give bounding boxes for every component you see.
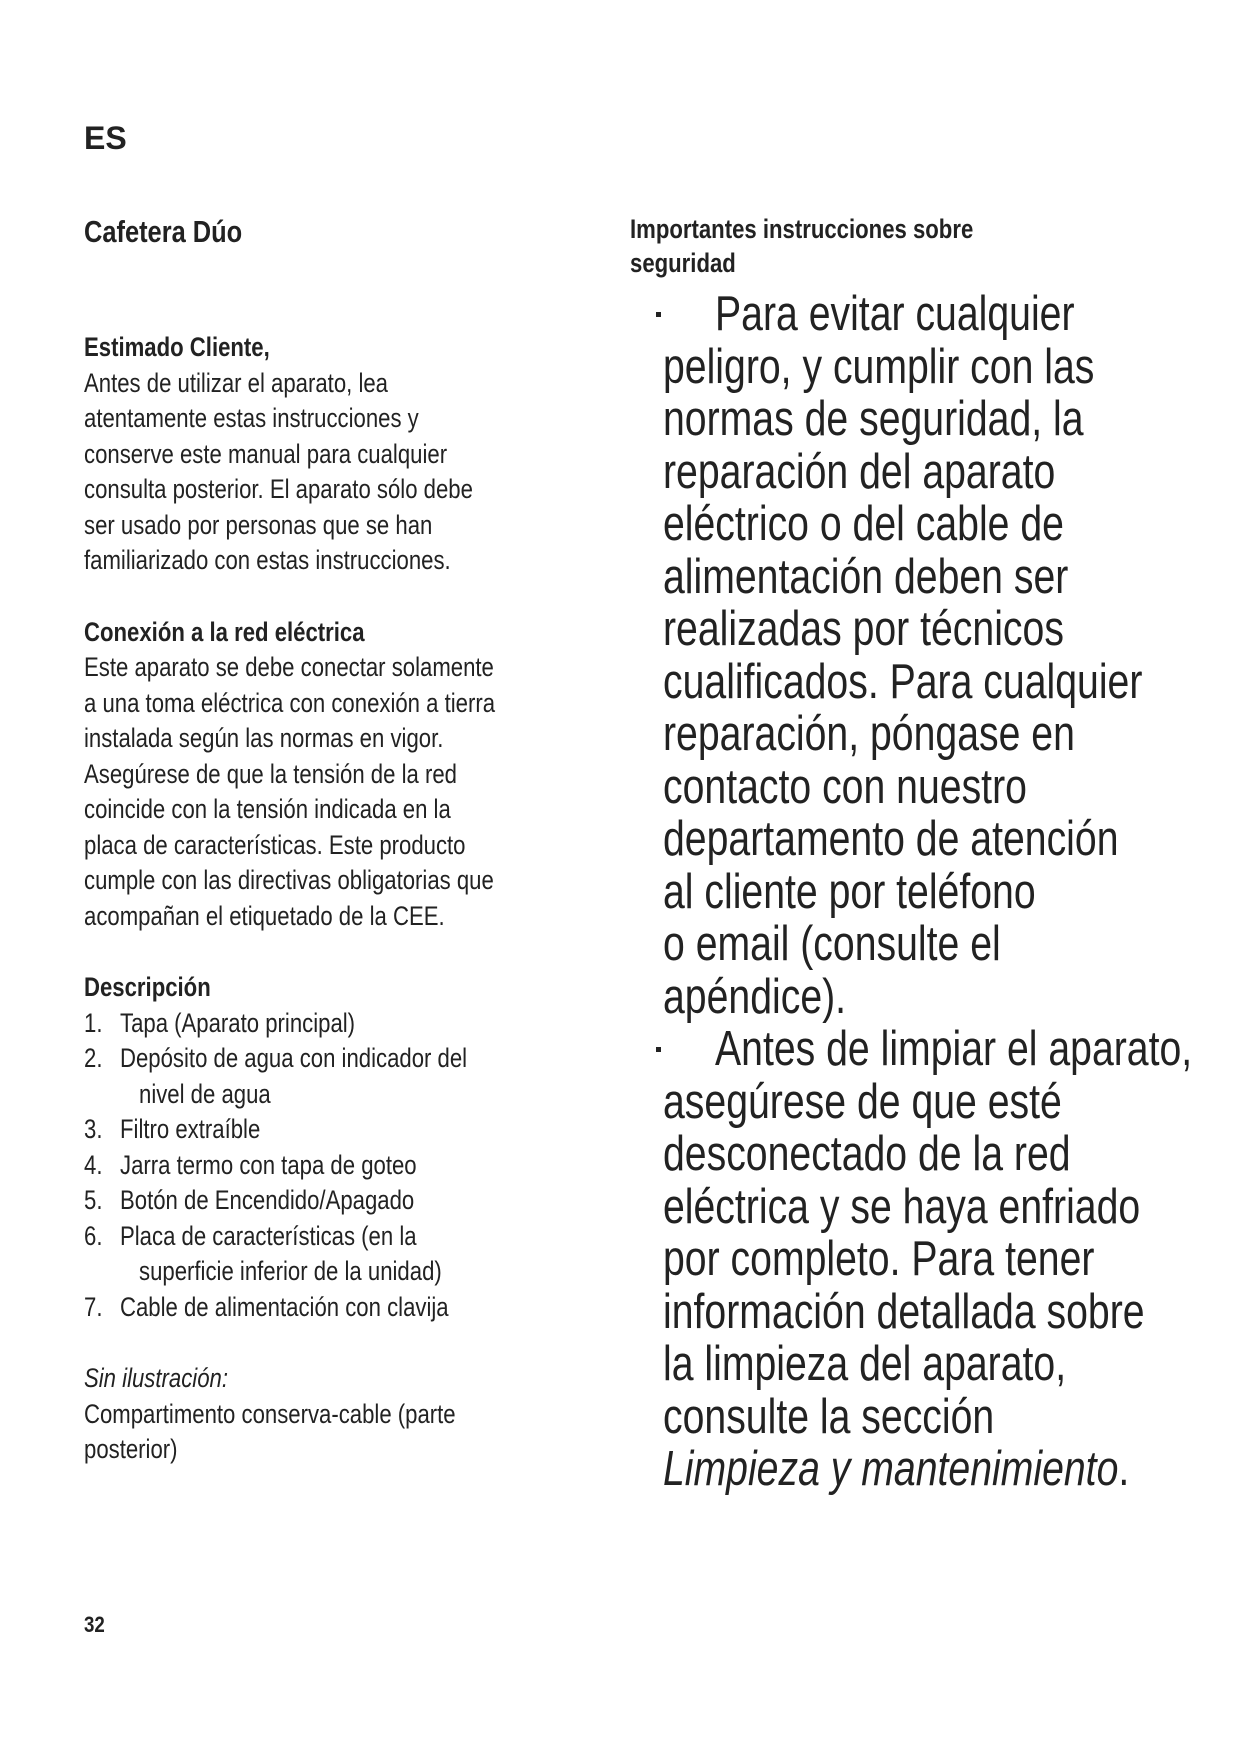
list-text: Cable de alimentación con clavija: [120, 1291, 449, 1322]
bullet-line: eléctrica y se haya enfriado: [663, 1179, 1141, 1234]
bullet-line: al cliente por teléfono: [663, 864, 1036, 919]
bullet-line: la limpieza del aparato,: [663, 1337, 1067, 1391]
section-reference: Limpieza y mantenimiento: [663, 1442, 1119, 1496]
connection-line: Asegúrese de que la tensión de la red: [84, 758, 457, 789]
list-number: 5.: [84, 1185, 103, 1215]
list-text: Jarra termo con tapa de goteo: [120, 1149, 417, 1180]
bullet-line: peligro, y cumplir con las: [663, 339, 1095, 394]
list-text-continued: superficie inferior de la unidad): [139, 1256, 442, 1286]
description-section: [84, 970, 604, 1325]
connection-line: acompañan el etiquetado de la CEE.: [84, 900, 445, 931]
bullet-first-line: Para evitar cualquier: [715, 287, 1075, 341]
list-item: [84, 1183, 604, 1219]
bullet-line: información detallada sobre: [663, 1284, 1145, 1339]
list-text: Depósito de agua con indicador del: [120, 1043, 468, 1073]
not-illustrated-section: [84, 1361, 604, 1468]
safety-heading: Importantes instrucciones sobre: [630, 214, 974, 244]
not-illustrated-line: Compartimento conserva-cable (parte: [84, 1398, 456, 1429]
bullet-line: cualificados. Para cualquier: [663, 654, 1143, 709]
list-text: Tapa (Aparato principal): [120, 1007, 356, 1038]
list-number: 1.: [84, 1007, 103, 1038]
list-item: [84, 1041, 604, 1077]
left-column: [84, 212, 604, 1468]
list-text: Botón de Encendido/Apagado: [120, 1185, 415, 1215]
not-illustrated-line: posterior): [84, 1434, 178, 1464]
bullet-line: consulte la sección: [663, 1389, 995, 1444]
greeting-heading: Estimado Cliente,: [84, 332, 270, 362]
bullet-line: eléctrico o del cable de: [663, 497, 1064, 551]
bullet-line: reparación del aparato: [663, 444, 1056, 499]
connection-section: [84, 615, 604, 935]
page-number: 32: [84, 1612, 105, 1637]
bullet-icon: [656, 312, 661, 317]
list-number: 2.: [84, 1043, 103, 1073]
greeting-line: familiarizado con estas instrucciones.: [84, 545, 451, 575]
list-number: 3.: [84, 1114, 103, 1144]
list-item: [84, 1112, 604, 1148]
bullet-line: normas de seguridad, la: [663, 392, 1084, 446]
description-heading: Descripción: [84, 972, 211, 1002]
connection-heading: Conexión a la red eléctrica: [84, 616, 365, 647]
bullet-line: contacto con nuestro: [663, 759, 1027, 814]
right-column: [630, 212, 1193, 1496]
bullet-line: departamento de atención: [663, 812, 1119, 866]
list-number: 7.: [84, 1291, 103, 1322]
greeting-line: Antes de utilizar el aparato, lea: [84, 367, 389, 398]
bullet-line: asegúrese de que esté: [663, 1074, 1062, 1129]
list-item: [84, 1006, 604, 1042]
bullet-line: apéndice).: [663, 969, 847, 1024]
sentence-period: .: [1118, 1442, 1130, 1496]
product-title: Cafetera Dúo: [84, 214, 243, 249]
greeting-line: conserve este manual para cualquier: [84, 438, 448, 469]
list-number: 6.: [84, 1220, 103, 1251]
list-item: [84, 1219, 604, 1255]
list-text-continued: nivel de agua: [139, 1078, 271, 1109]
bullet-icon: [656, 1047, 661, 1052]
greeting-section: [84, 330, 604, 579]
bullet-line: reparación, póngase en: [663, 707, 1075, 761]
list-text: Filtro extraíble: [120, 1114, 261, 1144]
greeting-line: ser usado por personas que se han: [84, 509, 433, 540]
greeting-line: atentamente estas instrucciones y: [84, 403, 419, 433]
greeting-line: consulta posterior. El aparato sólo debe: [84, 474, 473, 504]
connection-line: a una toma eléctrica con conexión a tierra: [84, 687, 496, 718]
list-item: [84, 1148, 604, 1184]
connection-line: coincide con la tensión indicada en la: [84, 794, 451, 824]
bullet-line: alimentación deben ser: [663, 549, 1069, 604]
bullet-line: realizadas por técnicos: [663, 602, 1064, 656]
connection-line: Este aparato se debe conectar solamente: [84, 652, 494, 682]
not-illustrated-label: Sin ilustración:: [84, 1363, 228, 1393]
language-code: ES: [84, 120, 127, 156]
safety-bullet-2: [630, 1022, 1193, 1496]
bullet-line: desconectado de la red: [663, 1127, 1071, 1181]
bullet-first-line: Antes de limpiar el aparato,: [715, 1022, 1193, 1076]
safety-heading: seguridad: [630, 248, 736, 278]
connection-line: instalada según las normas en vigor.: [84, 723, 444, 753]
bullet-line: por completo. Para tener: [663, 1232, 1095, 1286]
list-item: [84, 1290, 604, 1326]
safety-bullet-1: [630, 288, 1190, 1023]
connection-line: placa de características. Este producto: [84, 829, 466, 860]
list-text: Placa de características (en la: [120, 1220, 417, 1251]
bullet-line: o email (consulte el: [663, 917, 1001, 971]
list-number: 4.: [84, 1149, 103, 1180]
connection-line: cumple con las directivas obligatorias que: [84, 865, 494, 895]
